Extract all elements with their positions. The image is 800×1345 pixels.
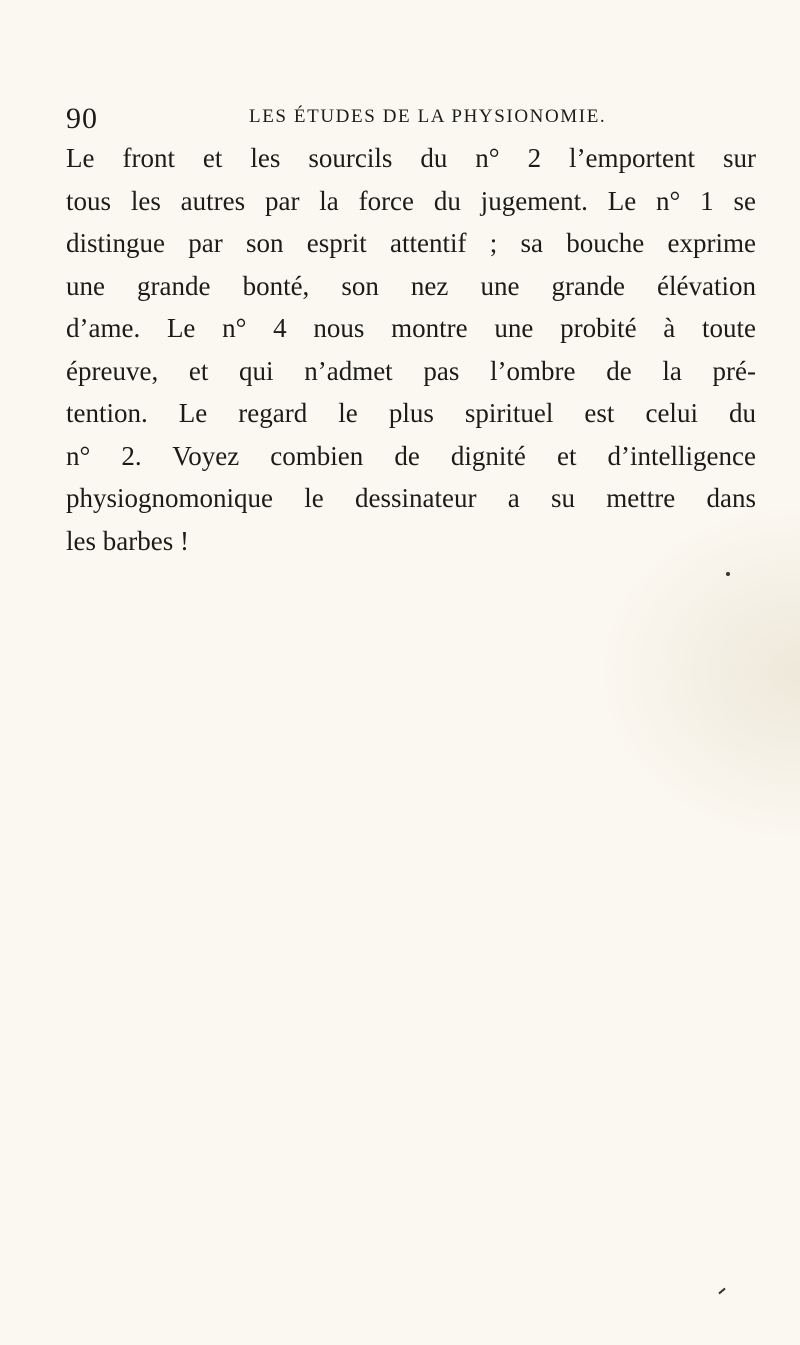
body-paragraph bbox=[66, 137, 756, 562]
ink-mark bbox=[718, 1288, 725, 1295]
text-line: une grande bonté, son nez une grande élévation bbox=[66, 270, 756, 301]
text-line: n° 2. Voyez combien de dignité et d’intelligence bbox=[66, 440, 756, 471]
text-line: tous les autres par la force du jugement. Le n° 1 se bbox=[66, 185, 756, 216]
text-line: tention. Le regard le plus spirituel est celui du bbox=[66, 398, 756, 428]
page-number: 90 bbox=[66, 102, 98, 135]
text-line: les barbes ! bbox=[66, 525, 189, 556]
ink-speck bbox=[726, 572, 730, 576]
text-line: physiognomonique le dessinateur a su mettre dans bbox=[66, 483, 756, 513]
text-line: d’ame. Le n° 4 nous montre une probité à toute bbox=[66, 313, 756, 343]
text-line: épreuve, et qui n’admet pas l’ombre de la pré- bbox=[66, 355, 756, 386]
text-line: Le front et les sourcils du n° 2 l’emportent sur bbox=[66, 143, 756, 173]
running-head: LES ÉTUDES DE LA PHYSIONOMIE. bbox=[249, 106, 607, 127]
page-header bbox=[66, 96, 756, 136]
text-line: distingue par son esprit attentif ; sa bouche exprime bbox=[66, 228, 756, 258]
